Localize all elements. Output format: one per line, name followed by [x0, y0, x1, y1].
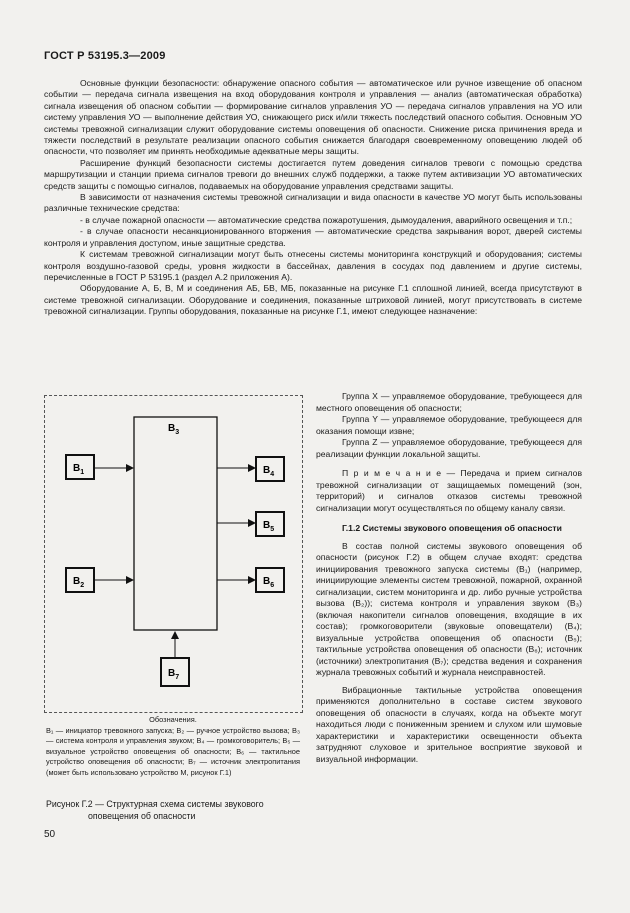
body-text	[44, 78, 582, 318]
figure-frame	[44, 395, 303, 713]
page-number: 50	[44, 829, 56, 840]
paragraph: Вибрационные тактильные устройства оповещения применяются дополнительно в составе систем звукового оповещения об опасности в случаях, когда на объекте могут находиться люди с пониженным зрением и слухом или шумовые характеристики и характеристики освещенности объекта затрудняют слуховое и зрительное восприятие звуковой и визуальной информации.	[316, 684, 582, 764]
standard-header: ГОСТ Р 53195.3—2009	[44, 50, 166, 62]
list-item: - в случае опасности несанкционированного вторжения — автоматические средства закрывания ворот, дверей системы контроля и управления доступом, иные защитные средства.	[44, 226, 582, 248]
legend-title: Обозначения.	[149, 715, 197, 724]
paragraph: Расширение функций безопасности системы достигается путем доведения сигналов тревоги с помощью средства маршрутизации и станции приема сигналов тревоги до внешних служб поддержки, а также путем активизации УО автоматических средств защиты с помощью сигналов, подаваемых на оборудование управления средствами защиты.	[44, 157, 582, 191]
right-column	[316, 391, 582, 765]
block-b1-label: $B_1$	[73, 463, 85, 476]
group-x: Группа X — управляемое оборудование, требующееся для местного оповещения об опасности;	[316, 391, 582, 413]
block-b2-label: $B_2$	[73, 576, 85, 589]
block-b6-label: $B_6$	[263, 576, 275, 589]
paragraph: Оборудование А, Б, В, М и соединения АБ, БВ, МБ, показанные на рисунке Г.1 сплошной линией, всегда присутствуют в системе тревожной сигнализации. Оборудование и соединения, показанные штриховой линией, могут присутствовать в системе тревожной сигнализации. Группы оборудования, показанные на рисунке Г.1, имеют следующее назначение:	[44, 283, 582, 317]
paragraph: К системам тревожной сигнализации могут быть отнесены системы мониторинга конструкций и оборудования; системы контроля воздушно-газовой среды, уровня жидкости в бассейнах, давления в сосудах под давлением и другие системы, перечисленные в ГОСТ Р 53195.1 (раздел А.2 приложения А).	[44, 249, 582, 282]
block-b3	[134, 417, 217, 630]
block-b7-label: $B_7$	[168, 668, 180, 681]
paragraph: В состав полной системы звукового оповещения об опасности (рисунок Г.2) в общем случае входят: средства инициирования тревожного запуска системы (B₁) (например, инициирующие элементы систем тревожной, пожарной, охранной сигнализации, систем мониторинга и др. либо ручные устройства вызова (B₂)); система контроля и управления звуком (B₃) (включая накопители сигналов оповещения, входящие в их состав); громкоговорители (звуковые оповещатели) (B₄); визуальные устройства оповещения об опасности (B₅); тактильные устройства оповещения об опасности (B₆); источник (источники) электропитания (B₇); средства ведения и сохранения журнала тревожных событий и журнала неисправностей.	[316, 540, 582, 677]
paragraph: В зависимости от назначения системы тревожной сигнализации и вида опасности в качестве УО могут быть использованы различные технические средства:	[44, 192, 582, 214]
legend-text: B₁ — инициатор тревожного запуска; B₂ — ручное устройство вызова; B₃ — система контроля и управления звуком; B₄ — громкоговоритель; B₅ — визуальное устройство оповещения об опасности; B₆ — тактильное устройство оповещения об опасности; B₇ — источник электропитания (может быть использовано устройство М, рисунок Г.1)	[46, 725, 300, 777]
list-item: - в случае пожарной опасности — автоматические средства пожаротушения, дымоудаления, аварийного освещения и т.п.;	[80, 214, 573, 225]
block-b3-label: $B_3$	[168, 423, 180, 436]
note-label: П р и м е ч а н и е	[342, 468, 442, 478]
caption-line-2: оповещения об опасности	[88, 810, 196, 821]
note-text: — Передача и прием сигналов тревожной сигнализации от защищаемых помещений (зон, территорий) и сигналов отказов системы тревожной сигнализации могут осуществляться по общему каналу связи.	[316, 468, 583, 513]
figure-caption	[46, 799, 301, 822]
section-heading: Г.1.2 Системы звукового оповещения об опасности	[342, 523, 562, 533]
block-b4-label: $B_4$	[263, 465, 275, 478]
group-y: Группа Y — управляемое оборудование, требующееся для оказания помощи извне;	[316, 414, 582, 436]
caption-line-1: Рисунок Г.2 — Структурная схема системы звукового	[46, 799, 264, 809]
figure-legend	[46, 715, 300, 779]
block-b5-label: $B_5$	[263, 520, 275, 533]
group-z: Группа Z — управляемое оборудование, требующееся для реализации функции локальной защиты.	[316, 437, 582, 459]
block-diagram	[45, 396, 302, 712]
note	[316, 468, 582, 514]
paragraph: Основные функции безопасности: обнаружение опасного события — автоматическое или ручное извещение об опасном событии — передача сигнала извещения на вход оборудования контроля и управления — анализ (автоматическая обработка) сигнала извещения об опасном событии — формирование сигналов управления УО — передача сигналов управления на УО или систему управления УО — выполнение действия УО, снижающего риск и/или тяжесть последствий опасного события. Основным УО системы тревожной сигнализации служит оборудование системы оповещения об опасности. Снижение риска причинения вреда и тяжести последствий в результате реализации опасного события снижается благодаря своевременному оповещению людей об опасности, что позволяет им принять необходимые адекватные меры защиты.	[44, 78, 582, 157]
